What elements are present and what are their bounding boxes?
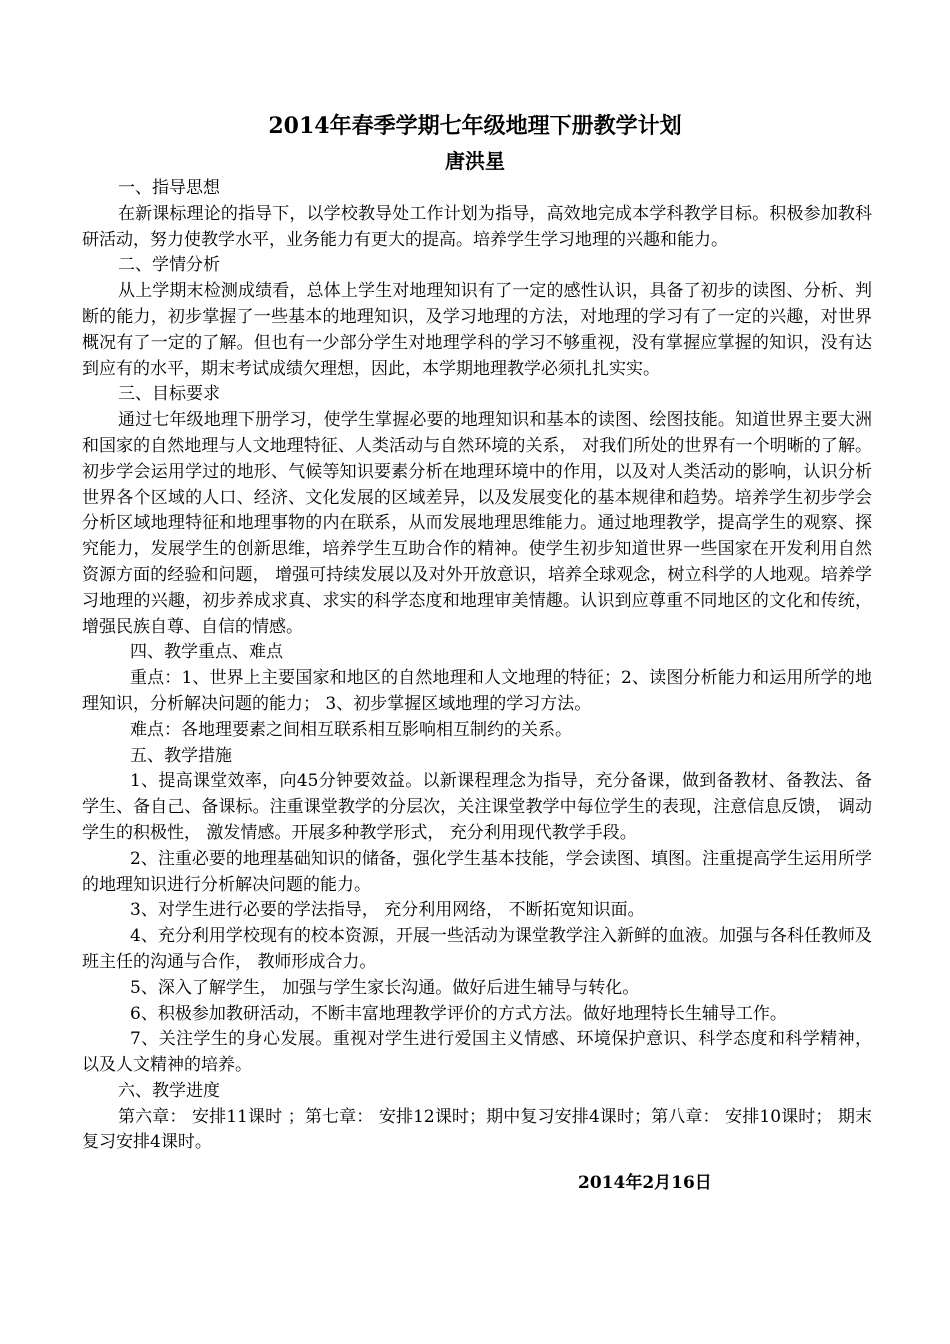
paragraph-difficulties: 难点：各地理要素之间相互联系相互影响相互制约的关系。 <box>130 719 572 740</box>
section-heading-objectives: 三、目标要求 <box>118 384 220 405</box>
paragraph-measure-6: 6、积极参加教研活动，不断丰富地理教学评价的方式方法。做好地理特长生辅导工作。 <box>130 1003 787 1024</box>
section-heading-student-analysis: 二、学情分析 <box>118 255 220 276</box>
paragraph-measure-3: 3、对学生进行必要的学法指导， 充分利用网络， 不断拓宽知识面。 <box>130 900 645 921</box>
paragraph-measure-4: 4、充分利用学校现有的校本资源，开展一些活动为课堂教学注入新鲜的血液。加强与各科任教师及班主任的沟通与合作， 教师形成合力。 <box>82 926 872 972</box>
section-heading-key-points: 四、教学重点、难点 <box>130 642 283 663</box>
paragraph-key-points: 重点：1、世界上主要国家和地区的自然地理和人文地理的特征；2、读图分析能力和运用所学的地理知识，分析解决问题的能力； 3、初步掌握区域地理的学习方法。 <box>82 668 872 714</box>
paragraph-schedule: 第六章： 安排11课时 ；第七章： 安排12课时；期中复习安排4课时；第八章： 安排10课时； 期末复习安排4课时。 <box>82 1106 872 1153</box>
paragraph-measure-5: 5、深入了解学生， 加强与学生家长沟通。做好后进生辅导与转化。 <box>130 977 640 998</box>
document-title: 2014年春季学期七年级地理下册教学计划 <box>268 113 682 139</box>
document-date: 2014年2月16日 <box>578 1173 712 1193</box>
paragraph-objectives: 通过七年级地理下册学习，使学生掌握必要的地理知识和基本的读图、绘图技能。知道世界主要大洲和国家的自然地理与人文地理特征、人类活动与自然环境的关系， 对我们所处的世界有一个明晰的了解。初步学会运用学过的地形、气候等知识要素分析在地理环境中的作用，以及对人类活动的影响，认识分析世界各个区域的人口、经济、文化发展的区域差异，以及发展变化的基本规律和趋势。培养学生初步学会分析区域地理特征和地理事物的内在联系，从而发展地理思维能力。通过地理教学，提高学生的观察、探究能力，发展学生的创新思维，培养学生互助合作的精神。使学生初步知道世界一些国家在开发利用自然资源方面的经验和问题， 增强可持续发展以及对外开放意识，培养全球观念，树立科学的人地观。培养学习地理的兴趣，初步养成求真、求实的科学态度和地理审美情趣。认识到应尊重不同地区的文化和传统，增强民族自尊、自信的情感。 <box>82 410 872 637</box>
paragraph-measure-7: 7、关注学生的身心发展。重视对学生进行爱国主义情感、环境保护意识、科学态度和科学精神， 以及人文精神的培养。 <box>82 1029 872 1076</box>
paragraph-measure-2: 2、注重必要的地理基础知识的储备，强化学生基本技能，学会读图、填图。注重提高学生运用所学的地理知识进行分析解决问题的能力。 <box>82 848 872 895</box>
document-author: 唐洪星 <box>445 149 505 173</box>
paragraph-guiding-ideology: 在新课标理论的指导下，以学校教导处工作计划为指导，高效地完成本学科教学目标。积极参加教科研活动，努力使教学水平，业务能力有更大的提高。培养学生学习地理的兴趣和能力。 <box>82 203 872 250</box>
paragraph-student-analysis: 从上学期末检测成绩看，总体上学生对地理知识有了一定的感性认识，具备了初步的读图、分析、判断的能力，初步掌握了一些基本的地理知识，及学习地理的方法，对地理的学习有了一定的兴趣，对世界概况有了一定的了解。但也有一少部分学生对地理学科的学习不够重视，没有掌握应掌握的知识，没有达到应有的水平，期末考试成绩欠理想，因此，本学期地理教学必须扎扎实实。 <box>82 281 872 379</box>
paragraph-measure-1: 1、提高课堂效率，向45分钟要效益。以新课程理念为指导，充分备课，做到备教材、备教法、备学生、备自己、备课标。注重课堂教学的分层次，关注课堂教学中每位学生的表现，注意信息反馈， 调动学生的积极性， 激发情感。开展多种教学形式， 充分利用现代教学手段。 <box>82 771 872 843</box>
document-body <box>82 176 872 1156</box>
section-heading-teaching-measures: 五、教学措施 <box>130 745 232 766</box>
section-heading-schedule: 六、教学进度 <box>118 1080 220 1101</box>
section-heading-guiding-ideology: 一、指导思想 <box>118 178 220 198</box>
